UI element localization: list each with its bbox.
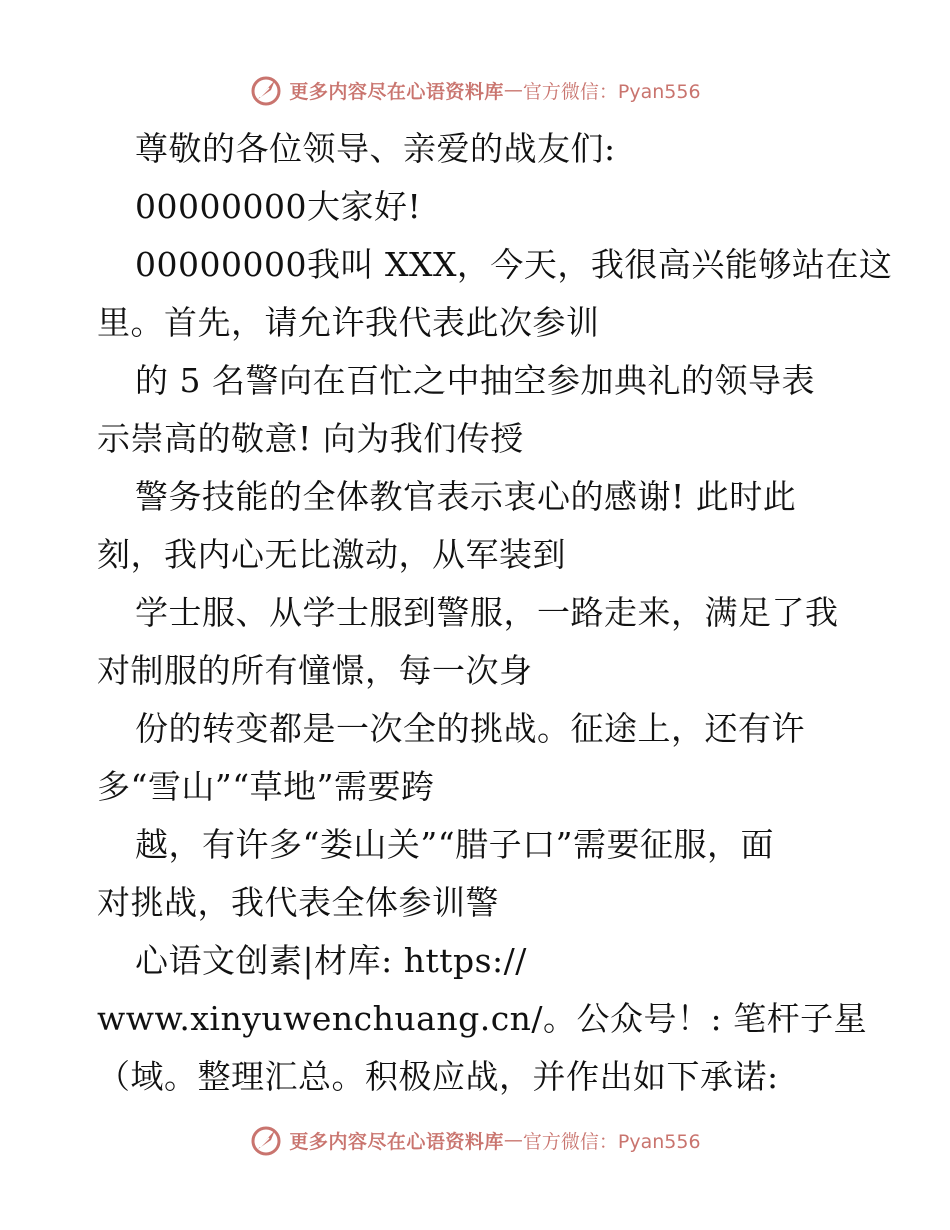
text-line: 对挑战，我代表全体参训警: [97, 883, 499, 922]
quill-logo-icon: [249, 1123, 283, 1157]
text-line: 警务技能的全体教官表示衷心的感谢! 此时此: [135, 477, 797, 516]
text-line: 多“雪山”“草地”需要跨: [97, 767, 435, 806]
text-line: 示崇高的敬意! 向为我们传授: [97, 419, 524, 458]
text-line: 份的转变都是一次全的挑战。征途上，还有许: [135, 709, 805, 748]
footer-watermark: [0, 1120, 950, 1160]
text-line: 的 5 名警向在百忙之中抽空参加典礼的领导表: [135, 361, 815, 400]
text-line: 00000000我叫 XXX，今天，我很高兴能够站在这: [135, 245, 893, 284]
text-line: 00000000大家好!: [135, 187, 422, 226]
watermark-dash: —: [503, 79, 523, 101]
text-line: 学士服、从学士服到警服，一路走来，满足了我: [135, 593, 839, 632]
watermark-dash: —: [503, 1129, 523, 1151]
text-line: 对制服的所有憧憬，每一次身: [97, 651, 533, 690]
text-line: www.xinyuwenchuang.cn/。公众号！: 笔杆子星: [97, 999, 868, 1038]
text-line: （域。整理汇总。积极应战，并作出如下承诺:: [97, 1057, 779, 1096]
watermark-site-text: 更多内容尽在心语资料库: [289, 80, 504, 103]
text-line: 越，有许多“娄山关”“腊子口”需要征服，面: [135, 825, 774, 864]
text-line: 里。首先，请允许我代表此次参训: [97, 303, 600, 342]
watermark-site-text: 更多内容尽在心语资料库: [289, 1130, 504, 1153]
watermark-wechat-text: 官方微信：Pyan556: [522, 80, 701, 103]
watermark-wechat-text: 官方微信：Pyan556: [522, 1130, 701, 1153]
text-line: 心语文创素|材库: https://: [135, 941, 527, 980]
text-line: 刻，我内心无比激动，从军装到: [97, 535, 566, 574]
text-line: 尊敬的各位领导、亲爱的战友们:: [135, 129, 616, 168]
